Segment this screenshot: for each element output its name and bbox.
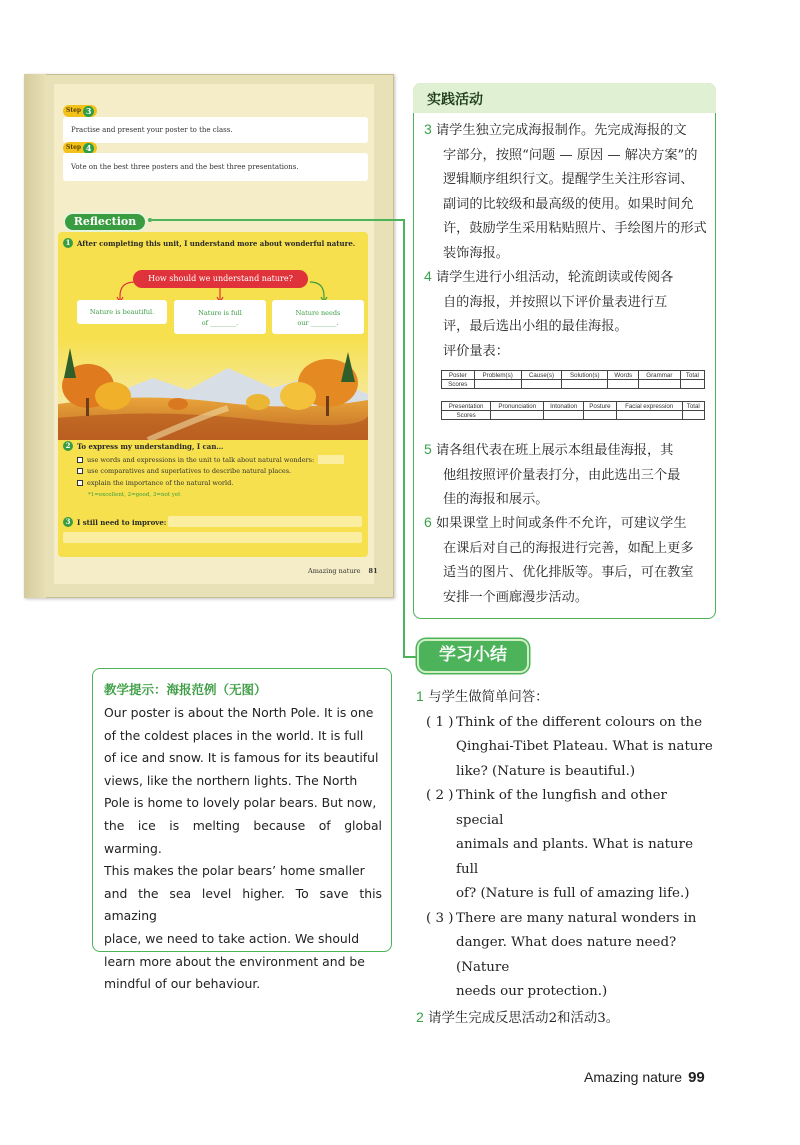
text-line: There are many natural wonders in (456, 910, 697, 926)
table-cell: Scores (442, 411, 491, 420)
text-line: 许，鼓励学生采用粘贴照片、手绘图片的形式 (443, 221, 707, 236)
answer-1-text: Nature is beautiful. (89, 308, 155, 316)
item-number: 4 (424, 268, 432, 284)
text-line: Pole is home to lovely polar bears. But now, (104, 795, 377, 811)
text-line: 请学生完成反思活动2和活动3。 (428, 1010, 620, 1026)
sub-number: ( 3 ) (426, 910, 454, 926)
text-line: 佳的海报和展示。 (443, 492, 549, 507)
table-cell: Scores (442, 380, 475, 389)
text-line: and the sea level higher. To save this amazing (104, 885, 382, 924)
can-do-item-1 (77, 455, 344, 464)
text-line: 自的海报，并按照以下评价量表进行互 (443, 294, 668, 310)
scale-note: *1=excellent, 2=good, 3=not yet (88, 492, 181, 498)
can-do-text: explain the importance of the natural world. (87, 479, 234, 487)
table-row (442, 380, 705, 389)
checkbox[interactable] (77, 457, 83, 463)
autumn-landscape-image (58, 338, 368, 440)
text-line: This makes the polar bears’ home smaller (104, 863, 365, 879)
checkbox[interactable] (77, 480, 83, 486)
text-line: learn more about the environment and be (104, 953, 365, 969)
step-4-box (63, 153, 368, 181)
text-line: mindful of our behaviour. (104, 976, 261, 992)
text-line: 逻辑顺序组织行文。提醒学生关注形容词、 (443, 172, 694, 187)
text-line: 安排一个画廊漫步活动。 (443, 589, 589, 605)
item-number: 5 (424, 441, 432, 457)
text-line: 与学生做简单问答： (428, 690, 549, 705)
table-cell[interactable] (491, 411, 544, 420)
can-do-text: use comparatives and superlatives to describe natural places. (87, 467, 292, 475)
sub-number: ( 2 ) (426, 788, 454, 803)
text-line: 字部分，按照“问题 — 原因 — 解决方案”的 (443, 147, 698, 163)
footer-title: Amazing nature (584, 1069, 683, 1085)
text-line: 请各组代表在班上展示本组最佳海报，其 (436, 443, 674, 458)
can-do-text: use words and expressions in the unit to talk about natural wonders: (87, 455, 315, 464)
table-row (442, 411, 705, 420)
text-line: 请学生独立完成海报制作。先完成海报的文 (436, 123, 687, 138)
table-cell[interactable] (562, 380, 608, 389)
step-label: Step (66, 144, 82, 151)
answer-box-2 (174, 300, 266, 334)
table-cell: Pronunciation (491, 402, 544, 411)
table-cell[interactable] (544, 411, 584, 420)
answer-box-1 (77, 300, 167, 324)
improve-line-2 (63, 532, 362, 543)
table-header-row (442, 371, 705, 380)
table-cell: Posture (584, 402, 617, 411)
answer-box-3 (272, 300, 364, 334)
step-label: Step (66, 107, 82, 114)
text-line: Think of the different colours on the (456, 714, 703, 730)
text-line: danger. What does nature need? (Nature (456, 935, 677, 975)
summary-item-1 (416, 684, 716, 711)
answer-2-line2: of ________. (201, 319, 239, 327)
q1-number: 1 (63, 238, 73, 248)
student-footer-page: 81 (368, 567, 378, 575)
page-footer (584, 1069, 705, 1086)
step-number: 4 (83, 143, 94, 154)
connector-line (403, 219, 405, 657)
teaching-tip-body (104, 702, 382, 996)
text-line: like? (Nature is beautiful.) (456, 763, 636, 779)
text-line: Our poster is about the North Pole. It is one (104, 705, 374, 720)
text-line: 评价量表： (443, 343, 509, 359)
reflection-q3 (63, 517, 166, 527)
step-4-text: Vote on the best three posters and the best three presentations. (71, 163, 299, 171)
table-cell: Presentation (442, 402, 491, 411)
summary-badge: 学习小结 (417, 639, 529, 673)
text-line: Qinghai-Tibet Plateau. What is nature (456, 739, 713, 754)
blank-field (318, 455, 344, 464)
table-cell: Problem(s) (474, 371, 521, 380)
item-number: 6 (424, 514, 432, 530)
sub-number: ( 1 ) (426, 714, 454, 730)
activity-title: 实践活动 (427, 92, 483, 108)
activity-item-3 (424, 117, 714, 266)
summary-sub-3 (416, 907, 716, 1005)
q3-text: I still need to improve: (77, 517, 167, 527)
text-line: 装饰海报。 (443, 245, 509, 261)
evaluation-table-poster (441, 370, 705, 389)
summary-sub-2 (416, 784, 716, 907)
text-line: of ice and snow. It is famous for its beautiful (104, 750, 379, 766)
text-line: 他组按照评价量表打分，由此选出三个最 (443, 467, 681, 483)
table-cell[interactable] (584, 411, 617, 420)
text-line: animals and plants. What is nature full (456, 837, 694, 877)
text-line: 评，最后选出小组的最佳海报。 (443, 319, 628, 334)
answer-3-line1: Nature needs (295, 309, 341, 317)
item-number: 2 (416, 1008, 424, 1025)
evaluation-table-presentation (441, 401, 705, 420)
table-cell[interactable] (616, 411, 682, 420)
table-cell[interactable] (680, 380, 704, 389)
table-cell: Poster (442, 371, 475, 380)
text-line: the ice is melting because of global warming. (104, 817, 382, 856)
table-cell[interactable] (474, 380, 521, 389)
page-number: 99 (688, 1069, 705, 1086)
table-cell[interactable] (608, 380, 639, 389)
step-3-tag (63, 105, 97, 117)
table-cell: Grammar (639, 371, 681, 380)
activity-item-5 (424, 437, 714, 513)
text-line: Think of the lungfish and other special (456, 788, 667, 828)
activity-item-4 (424, 264, 714, 364)
step-number: 3 (83, 106, 94, 117)
step-3-box (63, 117, 368, 143)
text-line: of the coldest places in the world. It is full (104, 727, 364, 743)
summary-item-2 (416, 1005, 716, 1032)
step-3-text: Practise and present your poster to the class. (71, 126, 233, 134)
question-pill: How should we understand nature? (133, 270, 308, 288)
answer-3-line2: our ________. (297, 319, 339, 327)
q3-number: 3 (63, 517, 73, 527)
table-cell: Solution(s) (562, 371, 608, 380)
table-cell[interactable] (682, 411, 704, 420)
table-header-row (442, 402, 705, 411)
connector-line (403, 656, 417, 658)
table-cell: Total (682, 402, 704, 411)
reflection-q2 (63, 441, 223, 451)
improve-line-1 (168, 516, 362, 527)
q2-number: 2 (63, 441, 73, 451)
item-number: 1 (416, 688, 424, 704)
reflection-q1 (63, 238, 355, 248)
text-line: needs our protection.) (456, 984, 608, 999)
table-cell: Facial expression (616, 402, 682, 411)
text-line: 请学生进行小组活动，轮流朗读或传阅各 (436, 270, 674, 285)
text-line: of? (Nature is full of amazing life.) (456, 886, 690, 901)
reflection-badge: Reflection (63, 212, 147, 232)
summary-sub-1 (416, 711, 716, 785)
text-line: 适当的图片、优化排版等。事后，可在教室 (443, 565, 694, 580)
table-cell[interactable] (639, 380, 681, 389)
table-cell: Total (680, 371, 704, 380)
table-cell[interactable] (521, 380, 561, 389)
can-do-item-2 (77, 467, 291, 475)
text-line: 在课后对自己的海报进行完善，如配上更多 (443, 540, 694, 556)
text-line: 副词的比较级和最高级的使用。如果时间允 (443, 196, 694, 212)
activity-item-6 (424, 510, 714, 610)
student-page-footer (308, 567, 378, 575)
table-cell: Cause(s) (521, 371, 561, 380)
book-spine (24, 74, 46, 598)
text-line: place, we need to take action. We should (104, 930, 360, 946)
text-line: 如果课堂上时间或条件不允许，可建议学生 (436, 516, 687, 531)
q2-text: To express my understanding, I can… (77, 441, 224, 451)
table-cell: Intonation (544, 402, 584, 411)
text-line: views, like the northern lights. The North (104, 772, 358, 788)
checkbox[interactable] (77, 468, 83, 474)
item-number: 3 (424, 121, 432, 137)
q1-text: After completing this unit, I understand more about wonderful nature. (77, 238, 356, 248)
answer-2-line1: Nature is full (198, 309, 242, 317)
teaching-tip-title: 教学提示：海报范例（无图） (104, 682, 267, 697)
summary-list (416, 684, 716, 1031)
can-do-item-3 (77, 479, 233, 487)
student-footer-title: Amazing nature (308, 567, 361, 575)
connector-line (152, 219, 404, 221)
table-cell: Words (608, 371, 639, 380)
